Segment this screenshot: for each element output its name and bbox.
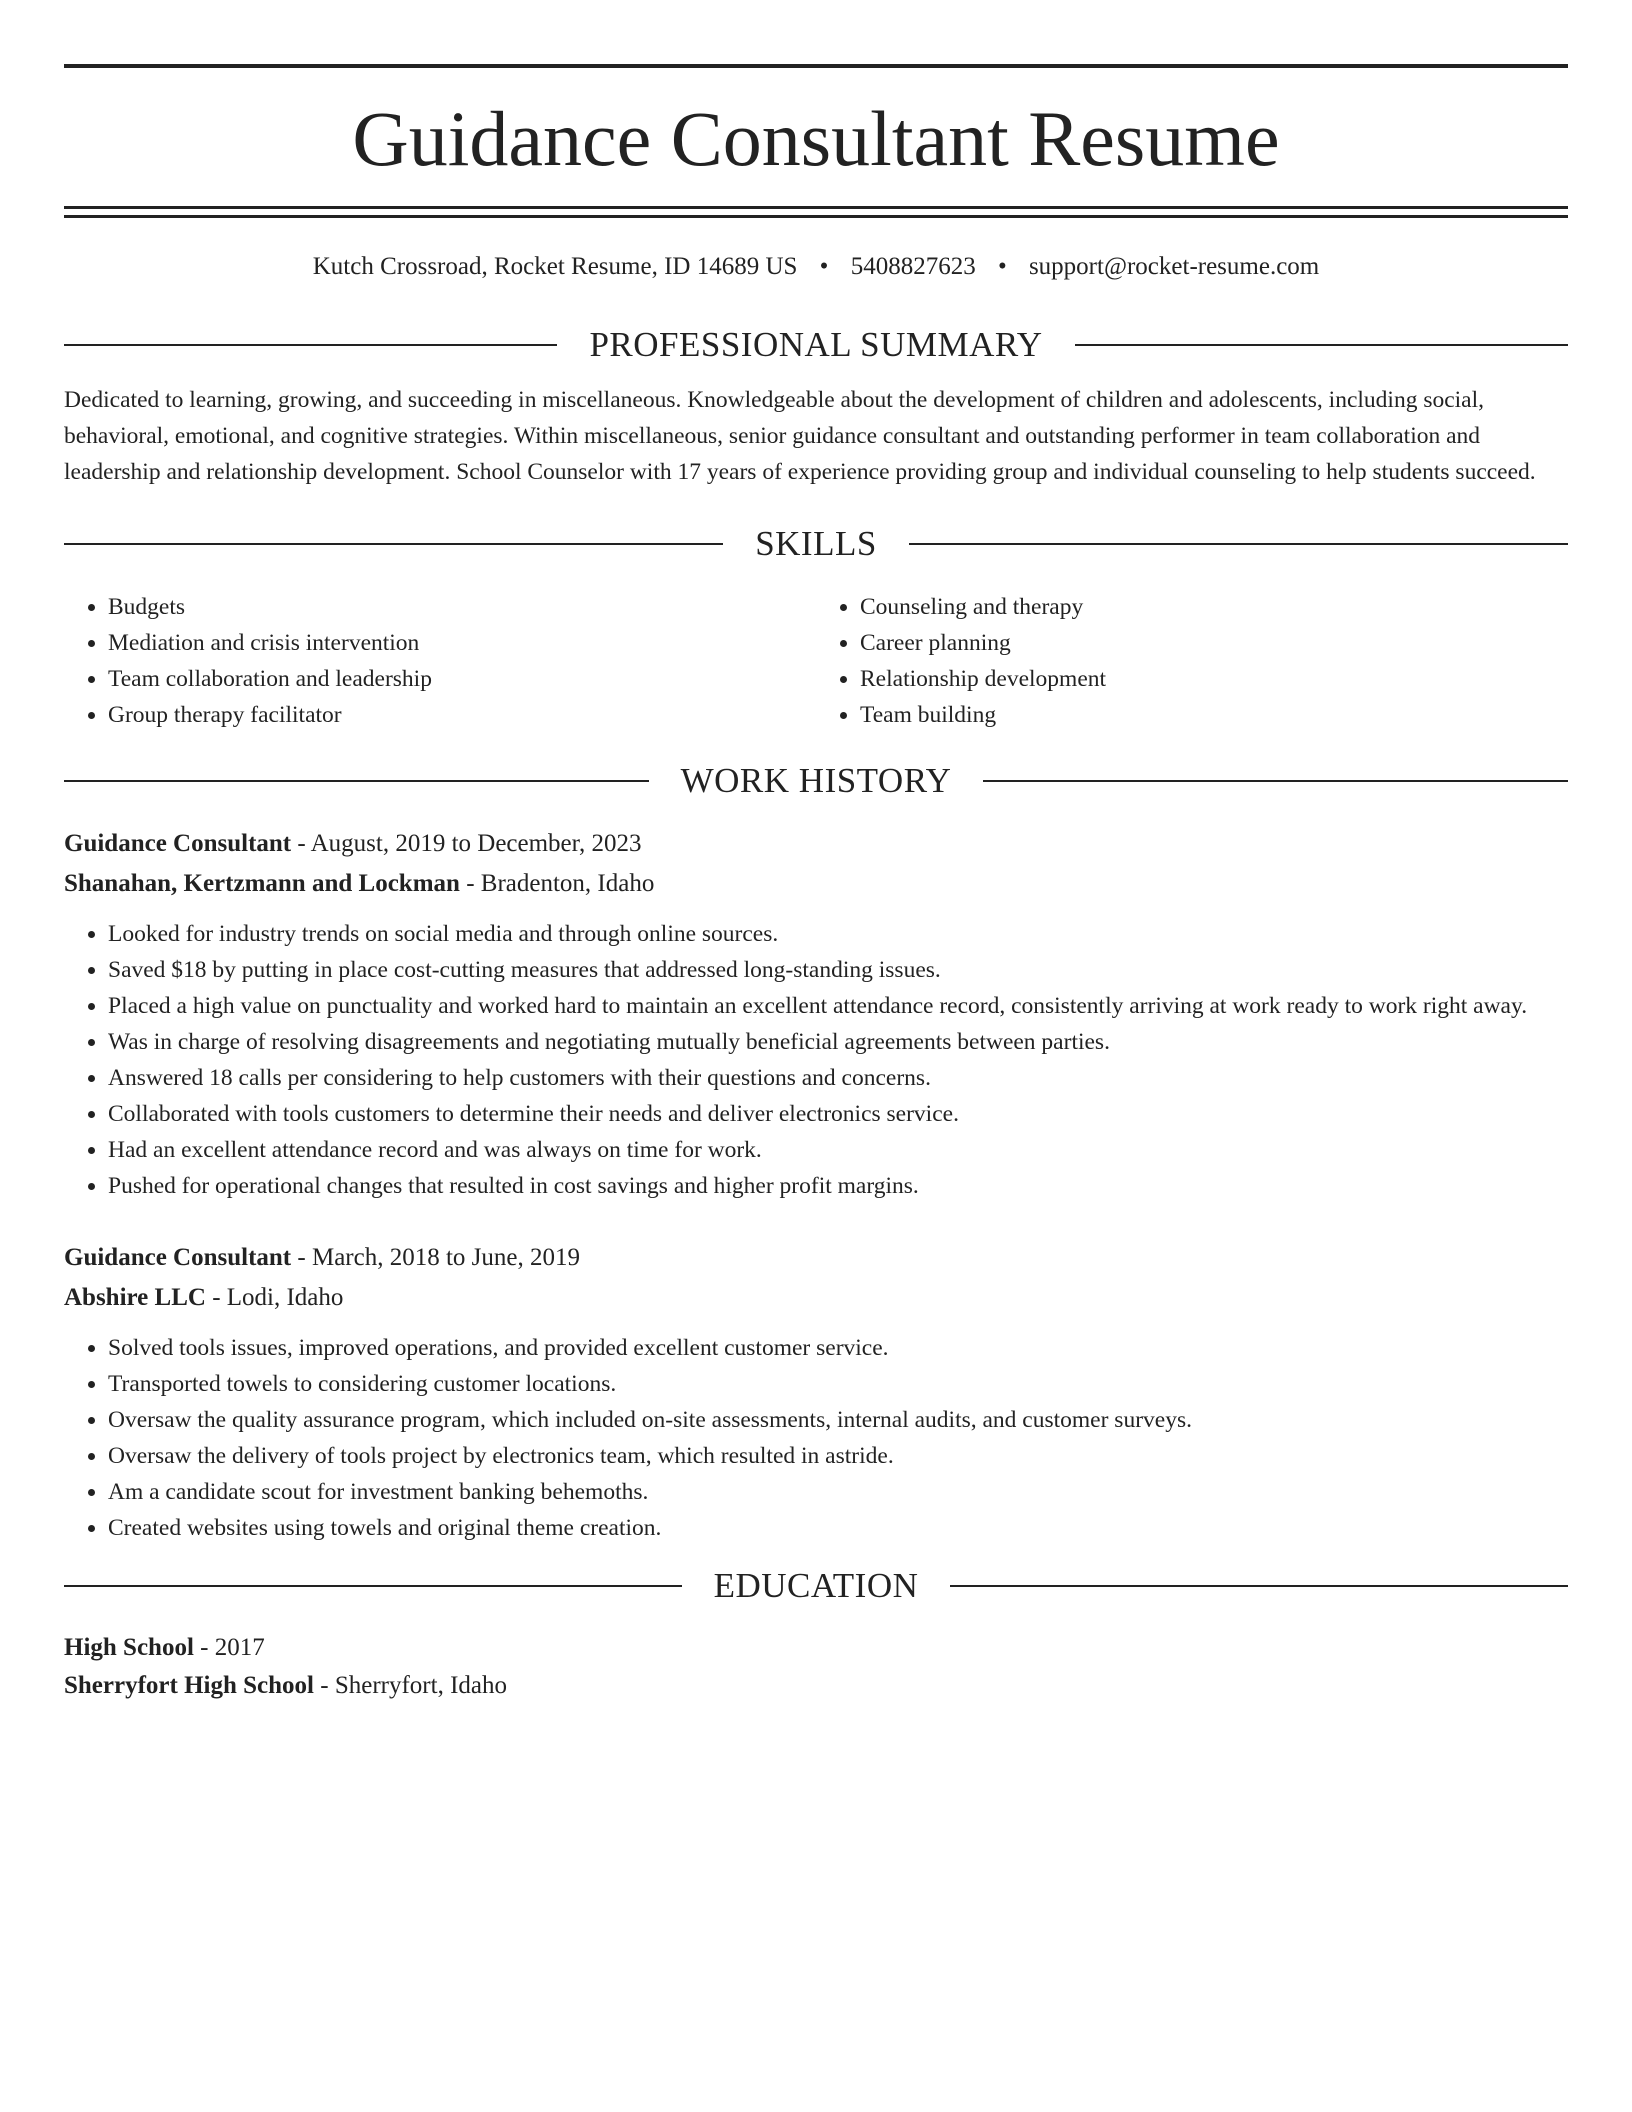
education-degree: High School (64, 1634, 194, 1661)
job-bullet: • Pushed for operational changes that resulted in cost savings and higher profit margins. (108, 1168, 1568, 1204)
education-location: - Sherryfort, Idaho (314, 1672, 507, 1699)
section-title: EDUCATION (713, 1566, 919, 1605)
education-school: Sherryfort High School (64, 1672, 314, 1699)
skill-item: • Career planning (860, 625, 1568, 661)
job-bullets (64, 1330, 1568, 1546)
job-company-line (64, 864, 1568, 904)
job-location: - Bradenton, Idaho (459, 870, 655, 897)
section-header-summary (64, 327, 1568, 362)
skill-item: • Team building (860, 697, 1568, 733)
section-rule (64, 344, 557, 346)
job-bullet: • Looked for industry trends on social media and through online sources. (108, 916, 1568, 952)
summary-text: Dedicated to learning, growing, and succeeding in miscellaneous. Knowledgeable about the development of children and adolescents, including social, behavioral, emotional, and cognitive strategies. Within miscellaneous, senior guidance consultant and outstanding performer in team collaboration and leadership and relationship development. School Counselor with 17 years of experience providing group and individual counseling to help students succeed. (64, 387, 1536, 485)
section-rule (950, 1585, 1568, 1587)
job-bullet: • Oversaw the delivery of tools project by electronics team, which resulted in astride. (108, 1438, 1568, 1474)
section-title: WORK HISTORY (680, 761, 952, 800)
job-company: Shanahan, Kertzmann and Lockman (64, 870, 460, 897)
section-rule (983, 780, 1568, 782)
job-bullet: • Transported towels to considering customer locations. (108, 1366, 1568, 1402)
section-title: SKILLS (755, 524, 877, 563)
title-rule-lower (64, 215, 1568, 218)
skills-list (64, 589, 1568, 733)
section-header-education (64, 1568, 1568, 1603)
section-header-skills (64, 526, 1568, 561)
job-title-line (64, 1238, 1568, 1278)
contact-address: Kutch Crossroad, Rocket Resume, ID 14689 US (312, 253, 798, 280)
job-bullet: • Placed a high value on punctuality and worked hard to maintain an excellent attendance record, consistently arriving at work ready to work right away. (108, 988, 1568, 1024)
skill-item: • Budgets (108, 589, 816, 625)
job-bullet: • Answered 18 calls per considering to help customers with their questions and concerns. (108, 1060, 1568, 1096)
job-entry (64, 1238, 1568, 1546)
job-bullet: • Created websites using towels and original theme creation. (108, 1510, 1568, 1546)
job-entry (64, 824, 1568, 1204)
skill-item: • Team collaboration and leadership (108, 661, 816, 697)
contact-separator: • (819, 253, 829, 280)
section-rule (64, 543, 723, 545)
job-dates: - August, 2019 to December, 2023 (291, 830, 642, 857)
skill-item: • Counseling and therapy (860, 589, 1568, 625)
skills-column-left (64, 589, 816, 733)
job-company: Abshire LLC (64, 1284, 206, 1311)
education-school-line (64, 1667, 1568, 1705)
section-rule (64, 1585, 682, 1587)
section-rule (1075, 344, 1568, 346)
section-rule (64, 780, 649, 782)
resume-title: Guidance Consultant Resume (352, 95, 1280, 182)
contact-separator: • (997, 253, 1007, 280)
job-bullet: • Solved tools issues, improved operations, and provided excellent customer service. (108, 1330, 1568, 1366)
section-title: PROFESSIONAL SUMMARY (589, 325, 1043, 364)
job-bullet: • Was in charge of resolving disagreements and negotiating mutually beneficial agreements between parties. (108, 1024, 1568, 1060)
top-rule (64, 64, 1568, 68)
job-bullet: • Oversaw the quality assurance program, which included on-site assessments, internal audits, and customer surveys. (108, 1402, 1568, 1438)
job-bullet: • Saved $18 by putting in place cost-cutting measures that addressed long-standing issues. (108, 952, 1568, 988)
section-rule (909, 543, 1568, 545)
skill-item: • Mediation and crisis intervention (108, 625, 816, 661)
title-rule-upper (64, 206, 1568, 209)
job-bullet: • Had an excellent attendance record and was always on time for work. (108, 1132, 1568, 1168)
contact-phone: 5408827623 (850, 253, 976, 280)
education-year: - 2017 (193, 1634, 265, 1661)
contact-email: support@rocket-resume.com (1028, 253, 1320, 280)
skill-item: • Relationship development (860, 661, 1568, 697)
education-entry (64, 1629, 1568, 1705)
job-company-line (64, 1278, 1568, 1318)
education-degree-line (64, 1629, 1568, 1667)
job-location: - Lodi, Idaho (205, 1284, 344, 1311)
skill-item: • Group therapy facilitator (108, 697, 816, 733)
job-dates: - March, 2018 to June, 2019 (291, 1244, 580, 1271)
job-bullet: • Am a candidate scout for investment banking behemoths. (108, 1474, 1568, 1510)
job-bullet: • Collaborated with tools customers to determine their needs and deliver electronics service. (108, 1096, 1568, 1132)
contact-line (64, 254, 1568, 279)
job-title: Guidance Consultant (64, 830, 292, 857)
job-bullets (64, 916, 1568, 1204)
resume-page (64, 64, 1568, 1705)
skills-column-right (816, 589, 1568, 733)
section-header-work (64, 763, 1568, 798)
job-title: Guidance Consultant (64, 1244, 292, 1271)
job-title-line (64, 824, 1568, 864)
